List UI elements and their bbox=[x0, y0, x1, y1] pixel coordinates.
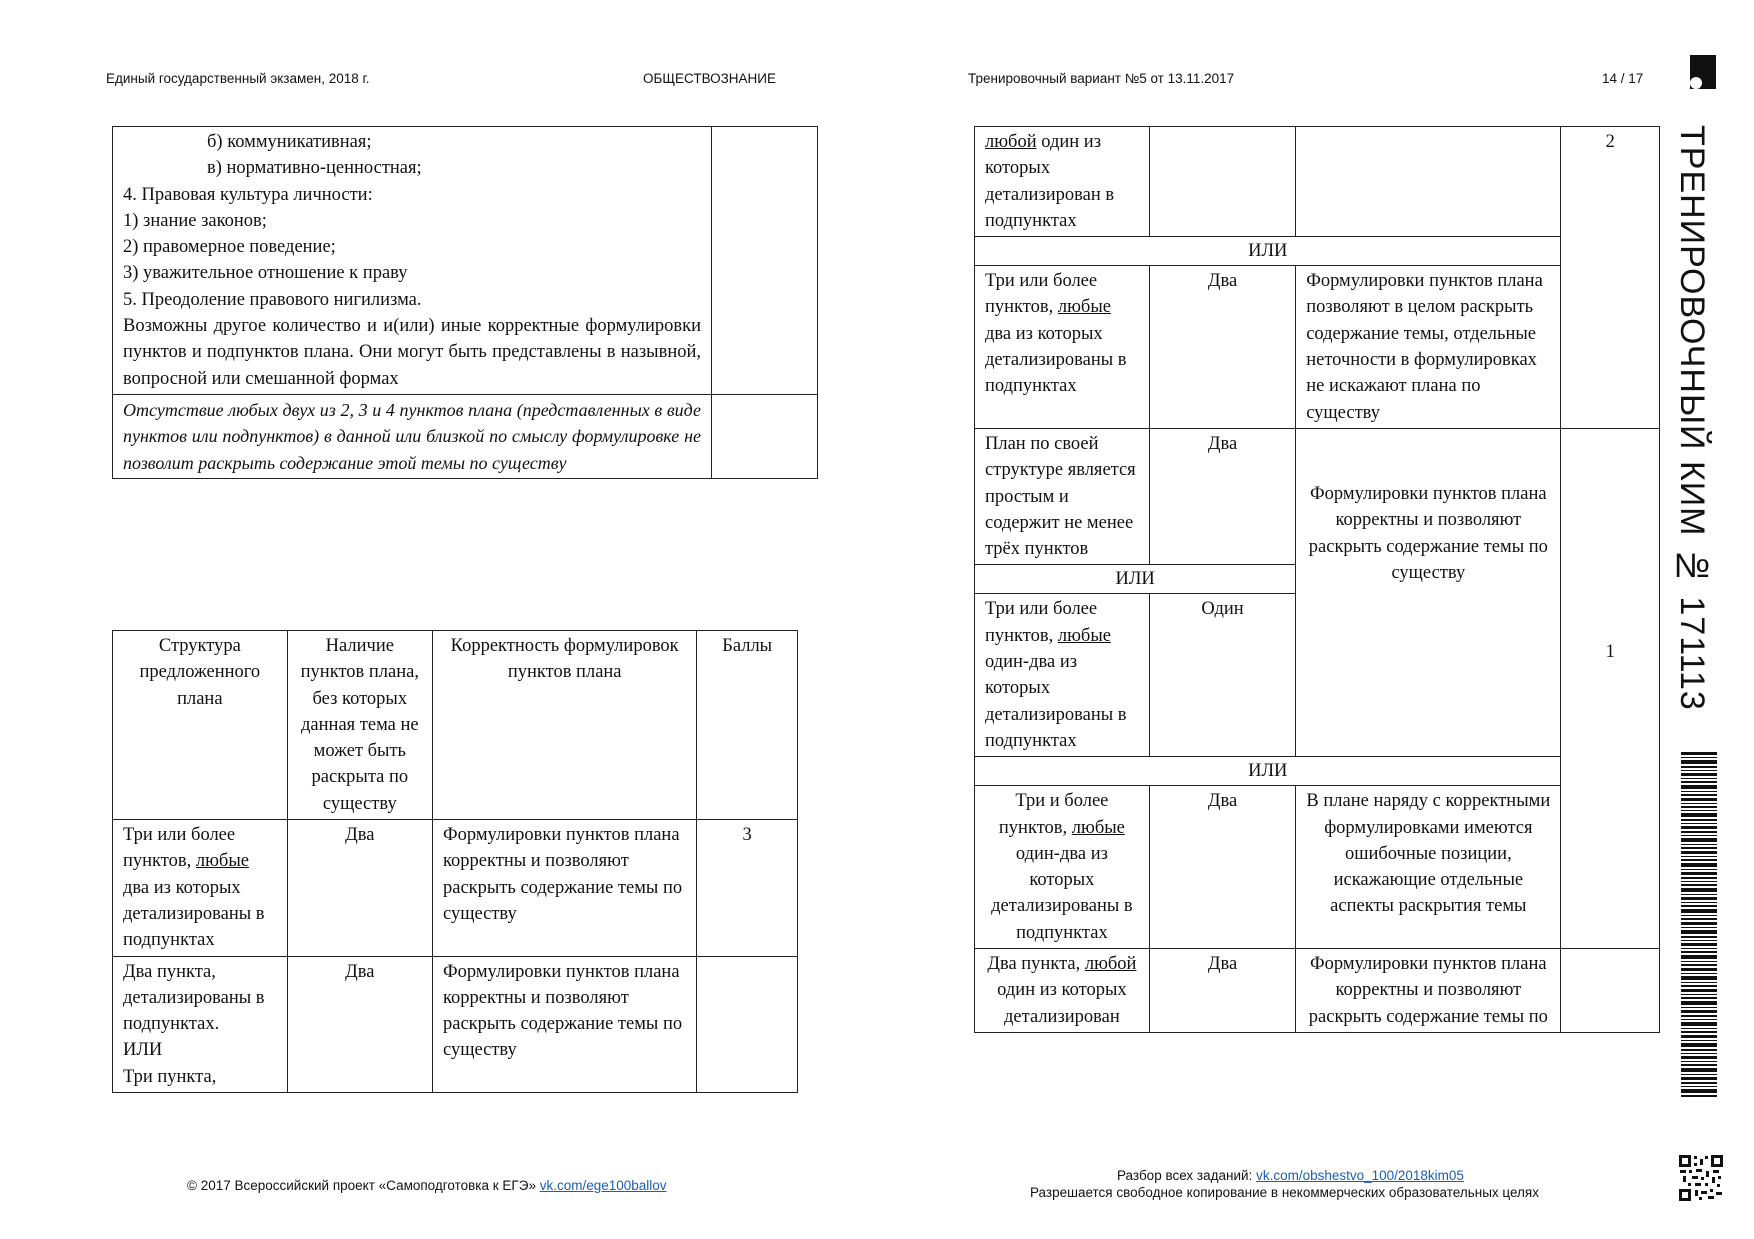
row1-structure-u: любые bbox=[195, 851, 249, 872]
plan-example-cell bbox=[113, 127, 712, 395]
rrow3-structure: План по своей структуре является простым и содержит не менее трёх пунктов bbox=[975, 428, 1150, 564]
rrow1-structure bbox=[975, 127, 1150, 237]
row1-correctness: Формулировки пунктов плана корректны и позволяют раскрыть содержание темы по существу bbox=[432, 820, 696, 956]
header-structure: Структура предложенного плана bbox=[113, 631, 288, 820]
rrow-ili-2: ИЛИ bbox=[975, 565, 1296, 594]
plan-missing-empty-cell bbox=[712, 394, 818, 478]
plan-line-4: 1) знание законов; bbox=[123, 210, 267, 231]
rrow5-presence: Два bbox=[1149, 786, 1295, 949]
rrow2-structure-b: два из которых детализированы в подпунктах bbox=[985, 323, 1127, 397]
header-variant: Тренировочный вариант №5 от 13.11.2017 bbox=[968, 71, 1235, 86]
rrow6-points bbox=[1561, 949, 1660, 1033]
rrow5-correctness: В плане наряду с корректными формулировками имеются ошибочные позиции, искажающие отдельные аспекты раскрытия темы bbox=[1296, 786, 1561, 949]
plan-example-table bbox=[112, 126, 818, 479]
rrow6-presence: Два bbox=[1149, 949, 1295, 1033]
plan-line-2: в) нормативно-ценностная; bbox=[207, 158, 422, 179]
rrow1-correctness bbox=[1296, 127, 1561, 237]
row1-points: 3 bbox=[697, 820, 798, 956]
plan-line-1: б) коммуникативная; bbox=[207, 132, 372, 152]
plan-line-5: 2) правомерное поведение; bbox=[123, 237, 336, 258]
rrow6-structure-u: любой bbox=[1084, 954, 1137, 975]
rrow1-presence bbox=[1149, 127, 1295, 237]
qr-code-icon bbox=[1679, 1155, 1723, 1201]
rrow1-structure-u: любой bbox=[985, 132, 1037, 152]
rrow4-presence: Один bbox=[1149, 594, 1295, 757]
rrow4-structure-a: Три или более пунктов, bbox=[985, 599, 1098, 646]
rrow2-structure-a: Три или более пунктов, bbox=[985, 271, 1098, 318]
plan-line-7: 5. Преодоление правового нигилизма. bbox=[123, 289, 422, 310]
plan-line-3: 4. Правовая культура личности: bbox=[123, 184, 373, 205]
header-correctness: Корректность формулировок пунктов плана bbox=[432, 631, 696, 820]
row2-points bbox=[697, 956, 798, 1092]
rrow-ili-1: ИЛИ bbox=[975, 237, 1561, 266]
row1-structure bbox=[113, 820, 288, 956]
barcode-icon bbox=[1681, 752, 1717, 1100]
corner-mark-icon bbox=[1690, 55, 1716, 89]
points-1: 1 bbox=[1561, 428, 1660, 948]
rrow6-structure bbox=[975, 949, 1150, 1033]
rrow3-correctness: Формулировки пунктов плана корректны и позволяют раскрыть содержание темы по существу bbox=[1296, 428, 1561, 756]
plan-alternatives-note: Возможны другое количество и и(или) иные корректные формулировки пунктов и подпунктов плана. Они могут быть представлены в назывной, вопросной или смешанной формах bbox=[123, 316, 701, 389]
footer-left-text: © 2017 Всероссийский проект «Самоподготовка к ЕГЭ» bbox=[187, 1178, 540, 1193]
footer-right-line2: Разрешается свободное копирование в некоммерческих образовательных целях bbox=[1030, 1185, 1539, 1200]
rrow6-correctness: Формулировки пунктов плана корректны и позволяют раскрыть содержание темы по bbox=[1296, 949, 1561, 1033]
row2-structure-tail: Три пункта, bbox=[123, 1066, 217, 1087]
criteria-table-right bbox=[974, 126, 1660, 1033]
row2-structure bbox=[113, 956, 288, 1092]
side-title: ТРЕНИРОВОЧНЫЙ КИМ № 171113 bbox=[1673, 125, 1711, 711]
rrow5-structure-a: Три и более пунктов, bbox=[998, 791, 1109, 838]
footer-right-line1 bbox=[1117, 1168, 1464, 1183]
rrow2-presence: Два bbox=[1149, 266, 1295, 429]
rrow2-structure bbox=[975, 266, 1150, 429]
rrow-ili-3: ИЛИ bbox=[975, 757, 1561, 786]
footer-left-link[interactable]: vk.com/ege100ballov bbox=[539, 1178, 667, 1193]
rrow6-structure-b: один из которых детализирован bbox=[997, 980, 1127, 1027]
rrow4-structure-u: любые bbox=[1057, 625, 1111, 646]
row2-presence: Два bbox=[287, 956, 432, 1092]
header-points: Баллы bbox=[697, 631, 798, 820]
rrow1-structure-text: один из которых детализирован в подпунктах bbox=[985, 132, 1115, 231]
header-subject: ОБЩЕСТВОЗНАНИЕ bbox=[643, 71, 776, 86]
criteria-table-left bbox=[112, 630, 798, 1093]
header-page: 14 / 17 bbox=[1602, 71, 1644, 86]
points-2: 2 bbox=[1561, 127, 1660, 429]
rrow5-structure-b: один-два из которых детализированы в подпунктах bbox=[991, 843, 1133, 943]
footer-left bbox=[187, 1178, 667, 1193]
rrow5-structure-u: любые bbox=[1071, 817, 1125, 838]
row1-structure-a: Три или более пунктов, bbox=[123, 825, 236, 872]
rrow5-structure bbox=[975, 786, 1150, 949]
rrow4-structure bbox=[975, 594, 1150, 757]
header-presence: Наличие пунктов плана, без которых данная тема не может быть раскрыта по существу bbox=[287, 631, 432, 820]
footer-right-text: Разбор всех заданий: bbox=[1117, 1168, 1257, 1183]
rrow2-structure-u: любые bbox=[1057, 297, 1111, 318]
rrow2-correctness: Формулировки пунктов плана позволяют в целом раскрыть содержание темы, отдельные неточности в формулировках не искажают плана по существу bbox=[1296, 266, 1561, 429]
plan-example-empty-cell bbox=[712, 127, 818, 395]
rrow6-structure-a: Два пункта, bbox=[987, 954, 1085, 975]
header-exam: Единый государственный экзамен, 2018 г. bbox=[106, 71, 370, 86]
rrow3-presence: Два bbox=[1149, 428, 1295, 564]
footer-right-link[interactable]: vk.com/obshestvo_100/2018kim05 bbox=[1256, 1168, 1464, 1183]
plan-line-6: 3) уважительное отношение к праву bbox=[123, 263, 408, 284]
row2-structure-ili: ИЛИ bbox=[123, 1040, 163, 1061]
row1-structure-b: два из которых детализированы в подпунктах bbox=[123, 877, 265, 951]
rrow4-structure-b: один-два из которых детализированы в подпунктах bbox=[985, 652, 1127, 751]
plan-missing-note: Отсутствие любых двух из 2, 3 и 4 пунктов плана (представленных в виде пунктов или подпунктов) в данной или близкой по смыслу формулировке не позволит раскрыть содержание этой темы по существу bbox=[113, 394, 712, 478]
row2-correctness: Формулировки пунктов плана корректны и позволяют раскрыть содержание темы по существу bbox=[432, 956, 696, 1092]
row2-structure-text: Два пункта, детализированы в подпунктах. bbox=[123, 961, 265, 1035]
row1-presence: Два bbox=[287, 820, 432, 956]
